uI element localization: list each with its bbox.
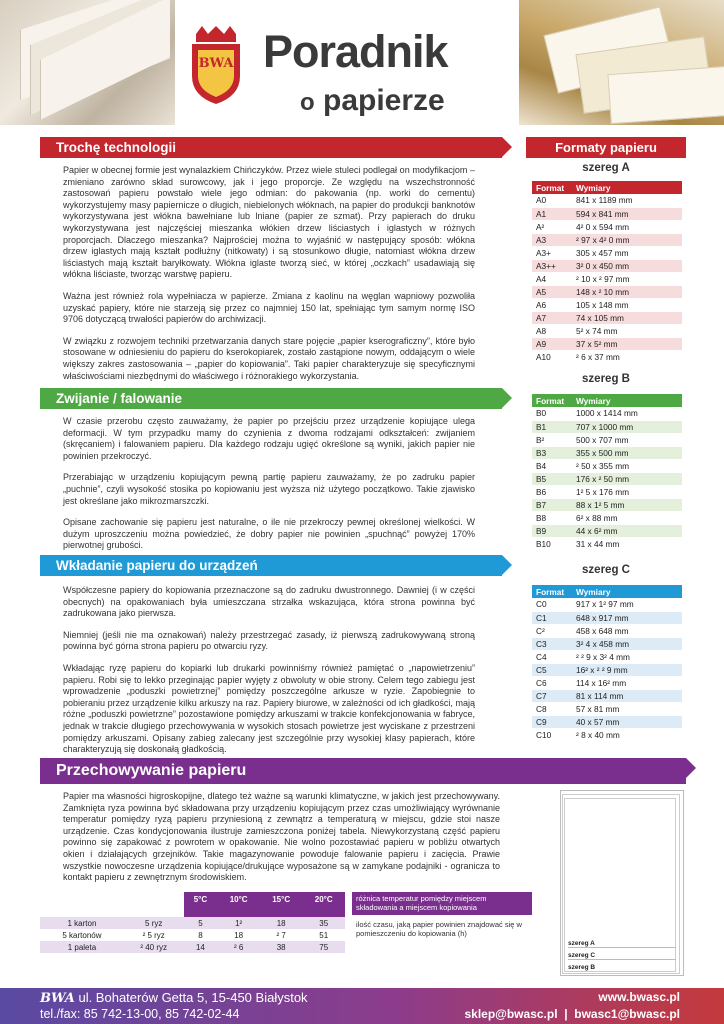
paragraph: Ważna jest również rola wypełniacza w papierze. Zmiana z kaolinu na węglan wapniowy pozwoliła uzyskać papiery, które nie starzeją się przez co najmniej 150 lat, spełniając tym samym normę ISO 9706 dotyczącą trwałości papierów do archiwizacji.	[63, 290, 475, 325]
format-row: A3 ² 97 x 4² 0 mm	[532, 233, 682, 246]
format-row: B8 6² x 88 mm	[532, 511, 682, 524]
footer-email-link[interactable]: bwasc1@bwasc.pl	[574, 1007, 680, 1021]
format-row: C5 16² x ² ² 9 mm	[532, 663, 682, 676]
bwa-logo	[188, 24, 244, 106]
format-row: B0 1000 x 1414 mm	[532, 407, 682, 420]
format-row: B3 355 x 500 mm	[532, 446, 682, 459]
paragraph: W związku z rozwojem techniki przetwarzania danych stare pojęcie „papier kserograficzny”, które było stosowane w odniesieniu do papieru do kserokopiarek, zostało zastąpione nowym, oddającym o wiele większy zakres zastosowania – „papier do kopiowania”. Taki papier charakteryzuje się specyficznymi właściwościami niezbędnymi do właściwego i różnorakiego wykorzystania.	[63, 335, 475, 381]
paragraph: Papier w obecnej formie jest wynalazkiem Chińczyków. Przez wiele stuleci podlegał on modyfikacjom – zmieniano zarówno skład surowcowy, jak i jego proporcje. Ze względu na wszechstronność zastosowań papieru powstało wiele jego odmian: do pakowania (np. worki do cementu) wykorzystujemy masy papiernicze o długich, niebielonych włóknach, na papier do produkcji banknotów wykorzystywana jest włókna bawełniane lub lniane (papier ze szmat). Przy papierach do druku wykorzystywana jest najczęściej mieszanka włókien drzew liściastych i iglastych w różnych proporcjach. Dlaczego mieszanka? Najprościej można to wyjaśnić w następujący sposób: włókna drzew iglastych mają kształt podłużny (nitkowaty) i są stosunkowo długie, natomiast włókna drzew liściastych mają kształt baryłkowaty. Włókna iglaste tworzą sieć, w której „oczkach” usadawiają się włókna liściaste, tworząc warstwę papieru.	[63, 165, 475, 280]
format-row: C6 114 x 16² mm	[532, 676, 682, 689]
table-note-time: ilość czasu, jaką papier powinien znajdować się w pomieszczeniu do kopiowania (h)	[356, 920, 522, 938]
format-row: C7 81 x 114 mm	[532, 689, 682, 702]
format-row: A4 ² 10 x ² 97 mm	[532, 272, 682, 285]
series-c-title: szereg C	[582, 564, 630, 576]
section-bar-technology: Trochę technologii	[40, 137, 502, 158]
format-row: C² 458 x 648 mm	[532, 624, 682, 637]
svg-text:BWA: BWA	[198, 56, 234, 71]
table-row: 1 paleta ² 40 ryz 14 ² 6 38 75	[40, 941, 345, 953]
format-row: A9 37 x 5² mm	[532, 337, 682, 350]
page-subtitle: o papierze	[300, 84, 445, 117]
format-row: B5 176 x ² 50 mm	[532, 472, 682, 485]
section-text-curling	[63, 416, 475, 562]
format-row: A5 148 x ² 10 mm	[532, 285, 682, 298]
table-note-temperature: różnica temperatur pomiędzy miejscem składowania a miejscem kopiowania	[352, 892, 532, 915]
series-b-title: szereg B	[582, 373, 630, 385]
footer-address-line: BWA ul. Bohaterów Getta 5, 15-450 Białystok	[40, 990, 308, 1006]
format-row: A1 594 x 841 mm	[532, 207, 682, 220]
paragraph: W czasie przerobu często zauważamy, że papier po przejściu przez urządzenie kopiujące ulega deformacji. W tym przypadku mamy do czynienia z dwoma rodzajami odkształceń: zwijaniem (skręcaniem) i falowaniem papieru. Dla każdego rodzaju ugięć określone są wyniki, jakich papier nie powinien przekroczyć.	[63, 416, 475, 461]
paragraph: Papier ma własności higroskopijne, dlatego też ważne są warunki klimatyczne, w jakich jest przechowywany. Zamknięta ryza powinna być składowana przy urządzeniu kopiującym przez czas umożliwiający wyrównanie temperatur pomiędzy ryzą papieru przyniesioną z zewnątrz a temperaturą w miejscu, gdzie stoi nasze urządzenie. Czas kondycjonowania ilustruje zamieszczona poniżej tabela. Niewykorzystaną część papieru powinno się zapakować z powrotem w opakowanie. Nie wolno pozostawiać papieru w pobliżu otwartych okien i działających grzejników. Takie magazynowanie powoduje falowanie papieru i zacięcia. Prawie wszystkie nowoczesne urządzenia kopiujące/drukujące wyposażone są w zamykane podajniki - ogranicza to kontakt papieru z zewnętrznym środowiskiem.	[63, 791, 500, 883]
section-bar-storage: Przechowywanie papieru	[40, 758, 686, 784]
format-row: C10 ² 8 x 40 mm	[532, 728, 682, 741]
paper-stack-image-left	[0, 0, 175, 125]
table-row: 1 karton 5 ryz 5 1² 18 35	[40, 917, 345, 929]
formats-title: Formaty papieru	[526, 137, 686, 158]
footer-phone: tel./fax: 85 742-13-00, 85 742-02-44	[40, 1007, 240, 1021]
format-row: B1 707 x 1000 mm	[532, 420, 682, 433]
format-row: A10 ² 6 x 37 mm	[532, 350, 682, 363]
format-row: B10 31 x 44 mm	[532, 537, 682, 550]
format-row: B² 500 x 707 mm	[532, 433, 682, 446]
format-row: C1 648 x 917 mm	[532, 611, 682, 624]
footer-brand: BWA	[40, 991, 75, 1006]
section-text-loading	[63, 585, 475, 766]
format-row: A3+ 305 x 457 mm	[532, 246, 682, 259]
diagram-label: szereg A	[568, 940, 676, 948]
paragraph: Niemniej (jeśli nie ma oznakowań) należy przestrzegać zasady, iż pierwszą zadrukowywaną stroną powinna być górna strona papieru po otwarciu ryzy.	[63, 629, 475, 652]
format-row: A3++ 3² 0 x 450 mm	[532, 259, 682, 272]
format-row: C8 57 x 81 mm	[532, 702, 682, 715]
table-header: 5°C	[184, 892, 218, 906]
footer	[0, 988, 724, 1024]
format-row: A0 841 x 1189 mm	[532, 194, 682, 207]
section-bar-loading: Wkładanie papieru do urządzeń	[40, 555, 502, 576]
paragraph: Wkładając ryzę papieru do kopiarki lub drukarki powinniśmy również pamiętać o „napowietrzeniu” papieru. Robi się to lekko przeginając papier wyjęty z obwoluty w obie strony. Celem tego zabiegu jest wprowadzenie „poduszki powietrznej” pomiędzy poszczególne arkusze w ryzie. Zapobiegnie to pobieraniu przez urządzenie kilku arkuszy na raz. Papiery biurowe, w zależności od ich gładkości, mają różne „poduszki powietrzne” pozostawione pomiędzy arkuszami w trakcie konfekcjonowania w fabryce, jednak w trakcie długiego przechowywania w wysokich stosach powietrze jest wyciskane z przestrzeni pomiędzy arkuszami. Opisany zabieg zalecany jest szczególnie przy wysokiej klasy papierach, które charakteryzują się doskonałą gładkością.	[63, 662, 475, 755]
table-header-empty	[40, 892, 184, 906]
paper-image-right	[519, 0, 724, 125]
paper-size-diagram	[560, 790, 684, 976]
format-row: A6 105 x 148 mm	[532, 298, 682, 311]
format-row: A8 5² x 74 mm	[532, 324, 682, 337]
table-row: 5 kartonów ² 5 ryz 8 18 ² 7 51	[40, 929, 345, 941]
format-row: B6 1² 5 x 176 mm	[532, 485, 682, 498]
section-text-technology	[63, 165, 475, 392]
format-row: A7 74 x 105 mm	[532, 311, 682, 324]
format-row: B9 44 x 6² mm	[532, 524, 682, 537]
format-row: C9 40 x 57 mm	[532, 715, 682, 728]
header	[0, 0, 724, 128]
section-text-storage	[63, 791, 500, 894]
footer-email-link[interactable]: sklep@bwasc.pl	[464, 1007, 558, 1021]
footer-website-link[interactable]: www.bwasc.pl	[598, 990, 680, 1004]
series-a-table: Format Wymiary A0 841 x 1189 mm A1 594 x 841 mm A² 4² 0 x 594 mm A3 ² 97 x 4² 0 mm A3+ 305 x 457 mm A3++ 3² 0 x 450 mm A4 ² 10 x ² 97 mm A5 148 x ² 10 mm A6 105 x 148 mm A7 74 x 105 mm A8 5² x 74 mm A9 37 x 5² mm A10 ² 6 x 37 mm	[532, 181, 682, 364]
footer-emails: sklep@bwasc.pl | bwasc1@bwasc.pl	[464, 1007, 680, 1021]
format-row: A² 4² 0 x 594 mm	[532, 220, 682, 233]
diagram-label: szereg C	[568, 952, 676, 960]
diagram-label: szereg B	[568, 964, 596, 971]
format-row: C0 917 x 1² 97 mm	[532, 598, 682, 611]
series-c-table: Format Wymiary C0 917 x 1² 97 mm C1 648 x 917 mm C² 458 x 648 mm C3 3² 4 x 458 mm C4 ² ² 9 x 3² 4 mm C5 16² x ² ² 9 mm C6 114 x 16² mm C7 81 x 114 mm C8 57 x 81 mm C9 40 x 57 mm C10 ² 8 x 40 mm	[532, 585, 682, 742]
format-row: B4 ² 50 x 355 mm	[532, 459, 682, 472]
paragraph: Opisane zachowanie się papieru jest naturalne, o ile nie przekroczy pewnej określonej wielkości. W dużym uproszczeniu można powiedzieć, że dobry papier nie powinien „spuchnąć” powyżej 170% pierwotnej grubości.	[63, 517, 475, 551]
paragraph: Współczesne papiery do kopiowania przeznaczone są do zadruku dwustronnego. Dawniej (i w części obecnych) na opakowaniach była umieszczana strzałka wskazująca, która strona powinna być zadrukowana jako pierwsza.	[63, 585, 475, 619]
page-title: Poradnik	[263, 26, 448, 77]
series-b-table: Format Wymiary B0 1000 x 1414 mm B1 707 x 1000 mm B² 500 x 707 mm B3 355 x 500 mm B4 ² 50 x 355 mm B5 176 x ² 50 mm B6 1² 5 x 176 mm B7 88 x 1² 5 mm B8 6² x 88 mm B9 44 x 6² mm B10 31 x 44 mm	[532, 394, 682, 551]
format-row: C4 ² ² 9 x 3² 4 mm	[532, 650, 682, 663]
table-header: 10°C	[217, 892, 260, 906]
format-row: C3 3² 4 x 458 mm	[532, 637, 682, 650]
paragraph: Przerabiając w urządzeniu kopiującym pewną partię papieru zauważamy, że po zadruku papier „puchnie”, czyli wysokość stosika po kopiowaniu jest wyższa niż użytego początkowo. Takie zjawisko jest określane jako mikrozmarszczki.	[63, 472, 475, 506]
table-header: 20°C	[302, 892, 345, 906]
section-bar-curling: Zwijanie / falowanie	[40, 388, 502, 409]
table-header: 15°C	[260, 892, 303, 906]
conditioning-table	[40, 892, 345, 953]
series-a-title: szereg A	[582, 162, 630, 174]
format-row: B7 88 x 1² 5 mm	[532, 498, 682, 511]
